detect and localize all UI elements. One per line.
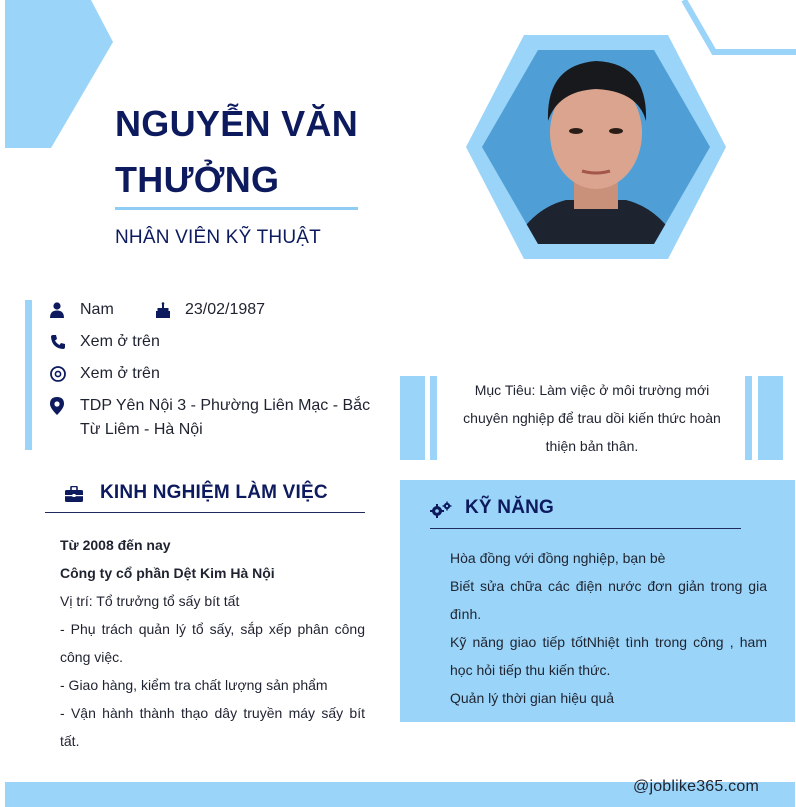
- phone-value: Xem ở trên: [80, 333, 160, 350]
- briefcase-icon: [65, 486, 83, 507]
- info-address: [50, 394, 390, 442]
- experience-header: [45, 480, 365, 513]
- phone-icon: [50, 330, 80, 354]
- experience-duty: - Phụ trách quản lý tổ sấy, sắp xếp phân công công việc.: [60, 621, 365, 665]
- at-icon: [50, 362, 80, 386]
- info-phone: [50, 330, 160, 354]
- skills-list: [450, 544, 767, 712]
- experience-body: [60, 531, 365, 755]
- experience-duty: - Giao hàng, kiểm tra chất lượng sản phẩm: [60, 677, 328, 693]
- objective-text: Mục Tiêu: Làm việc ở môi trường mới chuyên nghiệp để trau dồi kiến thức hoàn thiện bản thân.: [463, 382, 721, 454]
- experience-period: Từ 2008 đến nay: [60, 537, 171, 553]
- name-underline: [115, 207, 358, 210]
- skills-title: KỸ NĂNG: [465, 497, 555, 518]
- info-gender: [50, 298, 114, 322]
- candidate-name: NGUYỄN VĂN THƯỞNG: [115, 103, 359, 200]
- address-value: TDP Yên Nội 3 - Phường Liên Mạc - Bắc Từ Liêm - Hà Nội: [80, 397, 371, 438]
- skill-item: Kỹ năng giao tiếp tốtNhiệt tình trong công , ham học hỏi tiếp thu kiến thức.: [450, 634, 767, 678]
- person-icon: [50, 298, 80, 322]
- skill-item: Hòa đồng với đồng nghiệp, bạn bè: [450, 550, 666, 566]
- skills-header: [430, 495, 741, 529]
- skill-item: Biết sửa chữa các điện nước đơn giản trong gia đình.: [450, 578, 767, 622]
- job-title: NHÂN VIÊN KỸ THUẬT: [115, 227, 321, 248]
- gender-value: Nam: [80, 301, 114, 318]
- decor-shape-top-left: [5, 0, 113, 148]
- experience-title: KINH NGHIỆM LÀM VIỆC: [100, 482, 328, 503]
- experience-duty: - Vận hành thành thạo dây truyền máy sấy bít tất.: [60, 705, 365, 749]
- gears-icon: [430, 501, 452, 524]
- experience-company: Công ty cổ phần Dệt Kim Hà Nội: [60, 565, 275, 581]
- info-accent-bar: [25, 300, 32, 450]
- skill-item: Quản lý thời gian hiệu quả: [450, 690, 615, 706]
- info-email: [50, 362, 160, 386]
- cake-icon: [155, 298, 185, 322]
- footer-watermark: @joblike365.com: [633, 778, 759, 795]
- location-pin-icon: [50, 394, 80, 418]
- experience-position: Vị trí: Tổ trưởng tổ sấy bít tất: [60, 593, 240, 609]
- email-value: Xem ở trên: [80, 365, 160, 382]
- birthday-value: 23/02/1987: [185, 301, 266, 318]
- info-birthday: [155, 298, 265, 322]
- profile-photo: [466, 35, 726, 259]
